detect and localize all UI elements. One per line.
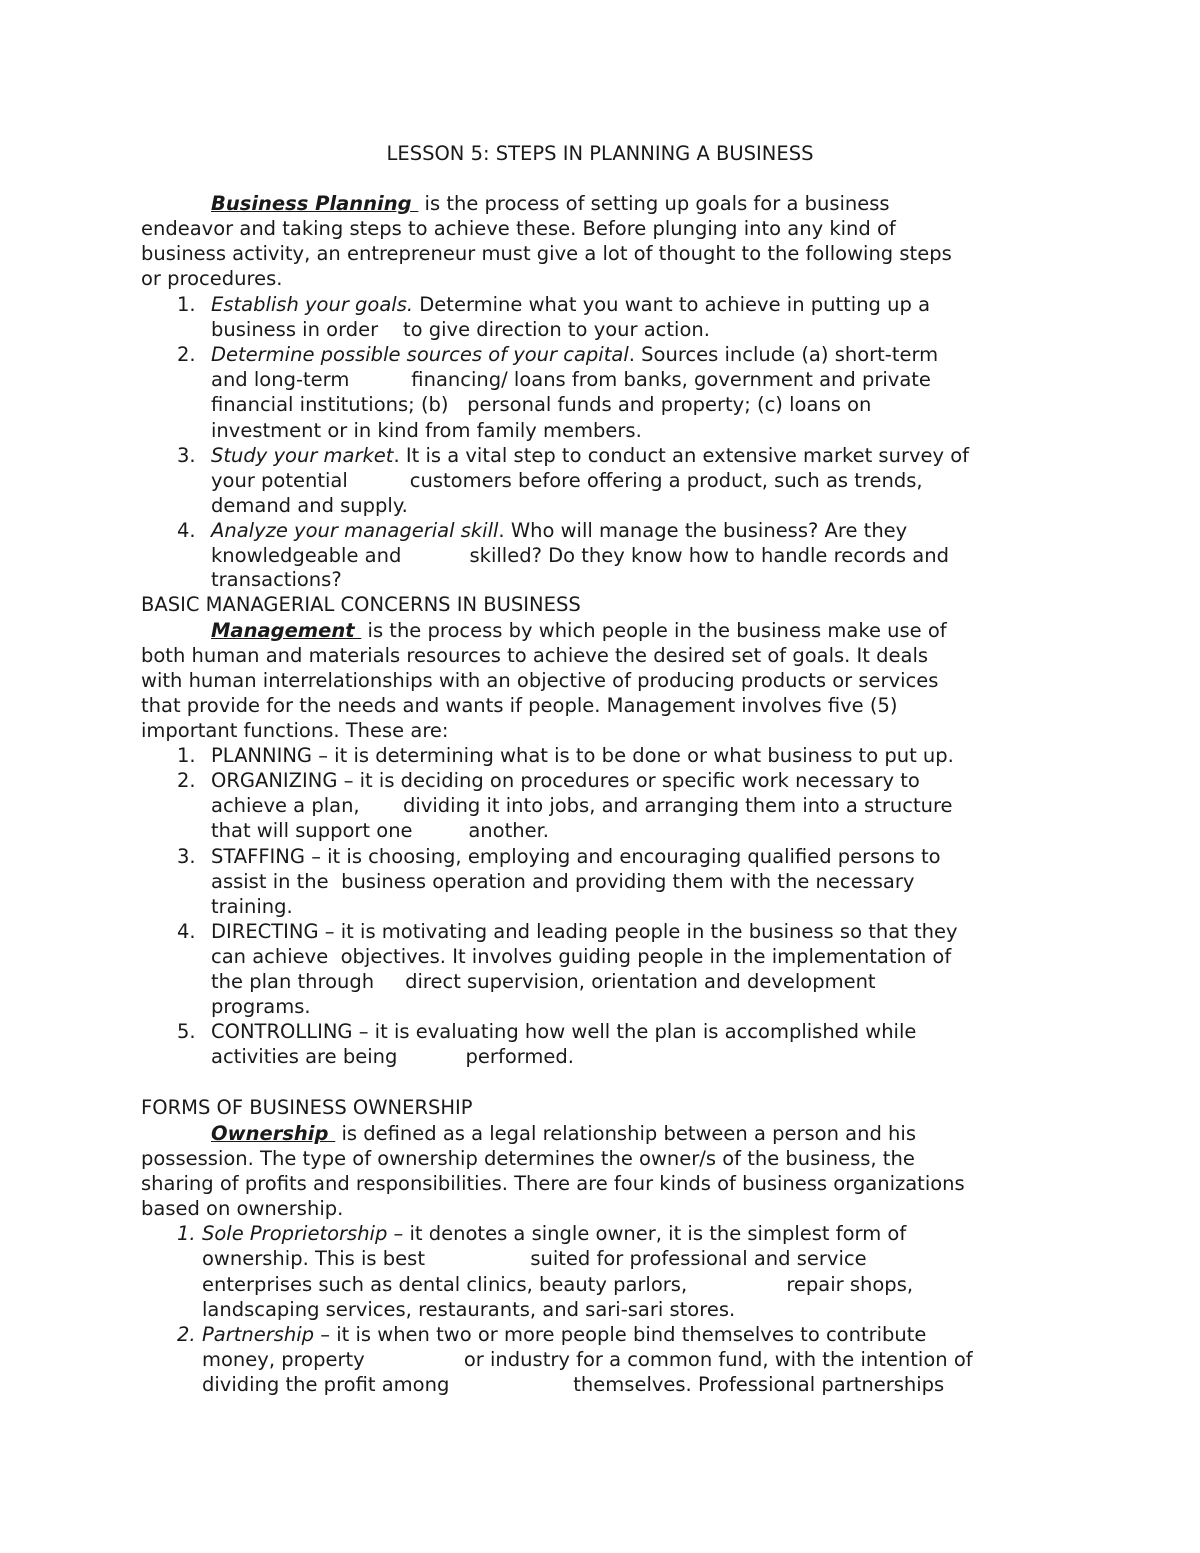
term-management: Management <box>211 619 362 642</box>
intro-line-3: business activity, an entrepreneur must give a lot of thought to the following steps <box>141 242 952 265</box>
intro-line-1: Business Planning is the process of setting up goals for a business <box>211 192 890 215</box>
function-number: 2. <box>177 769 196 792</box>
step-1-line-1: Establish your goals. Determine what you want to achieve in putting up a <box>211 293 931 316</box>
mgmt-line-4: that provide for the needs and wants if people. Management involves five (5) <box>141 694 898 717</box>
ownership-line-4: based on ownership. <box>141 1197 344 1220</box>
function-2-line-3: that will support one another. <box>211 819 550 842</box>
term-business-planning: Business Planning <box>211 192 419 215</box>
function-number: 3. <box>177 845 196 868</box>
ownership-line-1: Ownership is defined as a legal relationship between a person and his <box>211 1122 916 1145</box>
form-2-line-1: Partnership – it is when two or more people bind themselves to contribute <box>202 1323 927 1346</box>
form-1-line-1: Sole Proprietorship – it denotes a single owner, it is the simplest form of <box>202 1222 907 1245</box>
section-heading-ownership: FORMS OF BUSINESS OWNERSHIP <box>141 1096 473 1119</box>
step-3-line-1: Study your market. It is a vital step to conduct an extensive market survey of <box>211 444 970 467</box>
step-1-line-2: business in order to give direction to your action. <box>211 318 710 341</box>
function-5-line-2: activities are being performed. <box>211 1045 574 1068</box>
function-5-line-1: CONTROLLING – it is evaluating how well the plan is accomplished while <box>211 1020 917 1043</box>
function-2-line-1: ORGANIZING – it is deciding on procedures or specific work necessary to <box>211 769 920 792</box>
intro-line-4: or procedures. <box>141 267 283 290</box>
form-1-line-3: enterprises such as dental clinics, beauty parlors, repair shops, <box>202 1273 914 1296</box>
term-ownership: Ownership <box>211 1122 336 1145</box>
function-3-line-1: STAFFING – it is choosing, employing and encouraging qualified persons to <box>211 845 941 868</box>
step-number: 4. <box>177 519 196 542</box>
intro-line-2: endeavor and taking steps to achieve these. Before plunging into any kind of <box>141 217 896 240</box>
function-4-line-1: DIRECTING – it is motivating and leading people in the business so that they <box>211 920 958 943</box>
step-4-line-2: knowledgeable and skilled? Do they know how to handle records and <box>211 544 949 567</box>
step-4-line-1: Analyze your managerial skill. Who will manage the business? Are they <box>211 519 908 542</box>
function-4-line-4: programs. <box>211 995 311 1018</box>
step-number: 1. <box>177 293 196 316</box>
section-heading-managerial: BASIC MANAGERIAL CONCERNS IN BUSINESS <box>141 593 581 616</box>
function-number: 5. <box>177 1020 196 1043</box>
step-2-line-1: Determine possible sources of your capital. Sources include (a) short-term <box>211 343 939 366</box>
function-4-line-3: the plan through direct supervision, orientation and development <box>211 970 876 993</box>
step-2-line-2: and long-term financing/ loans from banks, government and private <box>211 368 931 391</box>
mgmt-line-1: Management is the process by which people in the business make use of <box>211 619 947 642</box>
function-1-line-1: PLANNING – it is determining what is to be done or what business to put up. <box>211 744 954 767</box>
function-2-line-2: achieve a plan, dividing it into jobs, and arranging them into a structure <box>211 794 953 817</box>
form-number: 2. <box>177 1323 196 1346</box>
function-4-line-2: can achieve objectives. It involves guiding people in the implementation of <box>211 945 952 968</box>
function-3-line-2: assist in the business operation and providing them with the necessary <box>211 870 915 893</box>
step-number: 3. <box>177 444 196 467</box>
form-2-line-2: money, property or industry for a common fund, with the intention of <box>202 1348 973 1371</box>
step-4-line-3: transactions? <box>211 568 342 591</box>
step-2-line-4: investment or in kind from family members. <box>211 419 642 442</box>
form-1-line-4: landscaping services, restaurants, and sari-sari stores. <box>202 1298 736 1321</box>
step-3-line-2: your potential customers before offering a product, such as trends, <box>211 469 923 492</box>
function-number: 4. <box>177 920 196 943</box>
form-number: 1. <box>177 1222 196 1245</box>
form-1-line-2: ownership. This is best suited for professional and service <box>202 1247 867 1270</box>
mgmt-line-3: with human interrelationships with an objective of producing products or services <box>141 669 939 692</box>
mgmt-line-2: both human and materials resources to achieve the desired set of goals. It deals <box>141 644 929 667</box>
form-2-line-3: dividing the profit among themselves. Professional partnerships <box>202 1373 945 1396</box>
function-3-line-3: training. <box>211 895 293 918</box>
step-number: 2. <box>177 343 196 366</box>
ownership-line-2: possession. The type of ownership determines the owner/s of the business, the <box>141 1147 915 1170</box>
function-number: 1. <box>177 744 196 767</box>
step-2-line-3: financial institutions; (b) personal funds and property; (c) loans on <box>211 393 872 416</box>
ownership-line-3: sharing of profits and responsibilities. There are four kinds of business organizations <box>141 1172 965 1195</box>
step-3-line-3: demand and supply. <box>211 494 408 517</box>
mgmt-line-5: important functions. These are: <box>141 719 449 742</box>
lesson-title: LESSON 5: STEPS IN PLANNING A BUSINESS <box>386 142 814 165</box>
